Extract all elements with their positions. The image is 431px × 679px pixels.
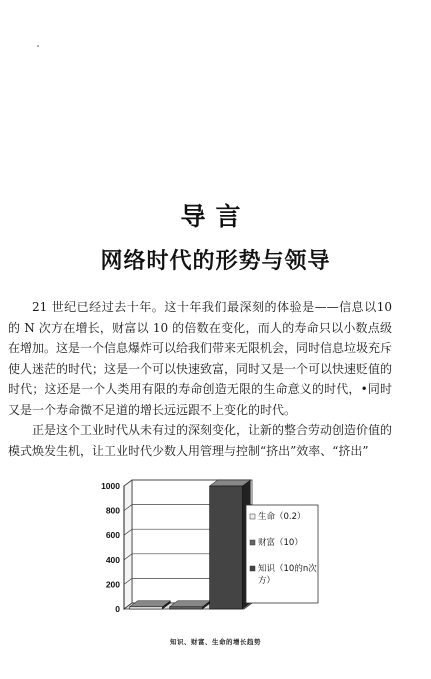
y-tick-label: 1000: [101, 481, 120, 491]
chart-bar: [210, 480, 251, 609]
chart-bar: [130, 601, 171, 609]
legend-label: 知识（10的n次方）: [258, 564, 317, 586]
legend-label: 财富（10）: [258, 538, 303, 548]
legend-label: 生命（0.2）: [258, 512, 306, 522]
bar-front-face: [170, 607, 203, 609]
paragraph-1: 21 世纪已经过去十年。这十年我们最深刻的体验是——信息以10 的 N 次方在增长，财富以 10 的倍数在变化，而人的寿命只以小数点级在增加。这是一个信息爆炸可以给我们带来无限机会，同时信息垃圾充斥使人迷茫的时代；这是一个可以快速致富，同时又是一个可以快速贬值的时代；这还是一个人类用有限的寿命创造无限的生命意义的时代，•同时又是一个寿命微不足道的增长远远跟不上变化的时代。: [8, 300, 393, 417]
y-tick-label: 600: [105, 530, 120, 541]
legend-swatch: [250, 566, 255, 571]
chart-svg: [90, 476, 320, 638]
chart-caption: 知识、财富、生命的增长趋势: [170, 638, 261, 646]
bar-front-face: [210, 486, 243, 609]
y-tick-label: 200: [105, 579, 120, 590]
y-tick-label: 400: [105, 554, 120, 565]
chapter-title: 导言: [180, 202, 251, 231]
chapter-subtitle: 网络时代的形势与领导: [100, 249, 331, 274]
growth-chart: [90, 476, 320, 638]
bar-front-face: [130, 607, 163, 609]
y-tick-label: 800: [105, 505, 120, 516]
chart-bar: [170, 601, 211, 609]
paragraph-2: 正是这个工业时代从未有过的深刻变化，让新的整合劳动创造价值的模式焕发生机，让工业时代少数人用管理与控制“挤出”效率、“挤出”: [8, 423, 393, 458]
y-tick-label: 0: [115, 604, 120, 614]
legend-swatch: [250, 514, 255, 519]
legend-swatch: [250, 540, 255, 545]
chart-side-wall: [124, 480, 132, 609]
speck-mark: [37, 45, 39, 47]
